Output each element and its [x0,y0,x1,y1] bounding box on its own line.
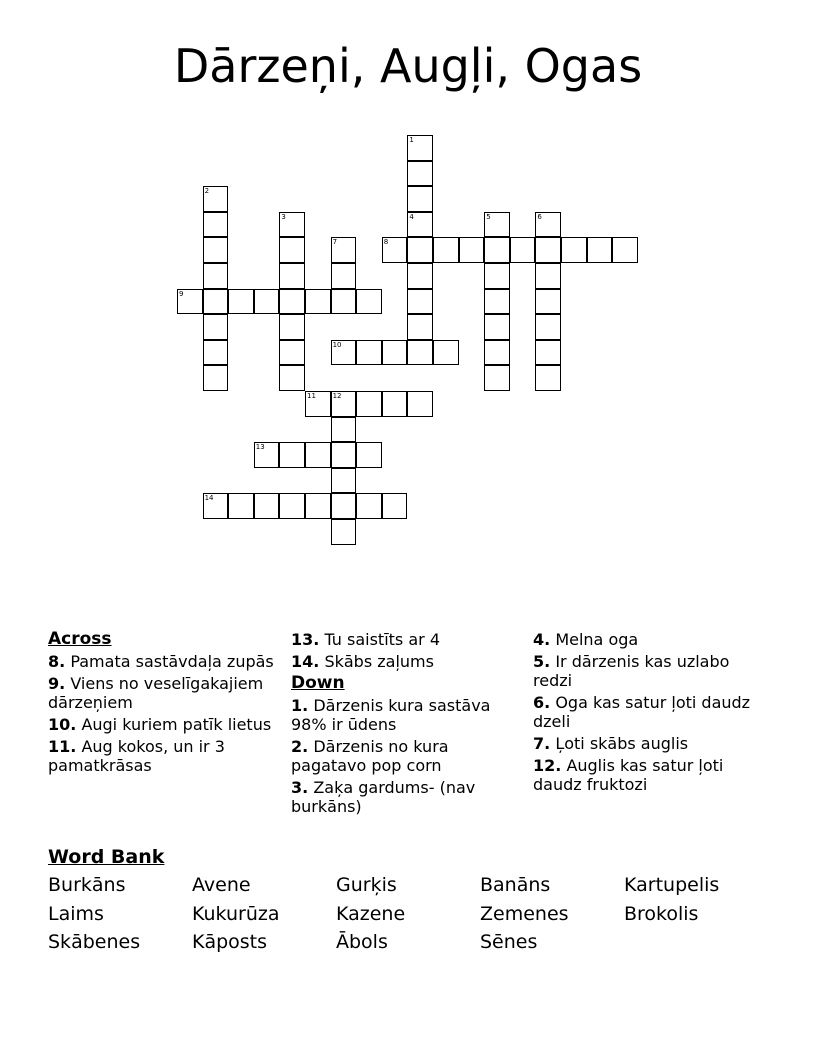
grid-cell[interactable] [535,365,561,391]
grid-cell[interactable] [203,212,229,238]
word-bank-word: Kukurūza [192,903,280,925]
clue-across-9: 9. Viens no veselīgakajiem dārzeņiem [48,674,264,712]
grid-cell[interactable] [279,442,305,468]
grid-cell[interactable] [203,493,229,519]
grid-cell[interactable] [331,468,357,494]
grid-cell-number: 11 [307,392,316,400]
word-bank-title: Word Bank [48,846,165,868]
grid-cell-number: 13 [255,443,265,452]
grid-cell-number: 10 [332,340,342,349]
word-bank-word: Banāns [480,874,551,896]
word-bank-word: Ābols [336,931,388,953]
grid-cell[interactable] [331,493,357,519]
grid-cell[interactable] [331,391,357,417]
grid-cell[interactable] [484,289,510,315]
grid-cell-number: 7 [332,238,338,247]
grid-cell[interactable] [305,391,331,417]
grid-cell[interactable] [407,212,433,238]
grid-cell[interactable] [203,340,229,366]
page-title: Dārzeņi, Augļi, Ogas [173,39,643,93]
grid-cell[interactable] [279,314,305,340]
word-bank-word: Kāposts [192,931,268,953]
clue-down-3: 3. Zaķa gardums- (nav burkāns) [291,778,476,816]
grid-cell[interactable] [484,212,510,238]
word-bank-word: Burkāns [48,874,126,896]
grid-cell[interactable] [382,391,408,417]
clue-down-5: 5. Ir dārzenis kas uzlabo redzi [533,652,730,690]
word-bank-word: Sēnes [480,931,538,953]
grid-cell[interactable] [356,391,382,417]
grid-cell[interactable] [535,263,561,289]
grid-cell[interactable] [203,237,229,263]
grid-cell[interactable] [228,289,254,315]
grid-cell[interactable] [459,237,485,263]
grid-cell-number: 2 [204,187,210,196]
clue-down-6: 6. Oga kas satur ļoti daudz dzeli [533,693,751,731]
word-bank-word: Laims [48,903,104,925]
grid-cell[interactable] [407,237,433,263]
grid-cell[interactable] [279,237,305,263]
clue-down-7: 7. Ļoti skābs auglis [533,734,689,753]
grid-cell[interactable] [433,237,459,263]
grid-cell[interactable] [279,340,305,366]
grid-cell[interactable] [279,493,305,519]
grid-cell[interactable] [484,340,510,366]
clue-across-11: 11. Aug kokos, un ir 3 pamatkrāsas [48,737,225,775]
grid-cell[interactable] [561,237,587,263]
grid-cell[interactable] [535,212,561,238]
grid-cell-number: 6 [537,212,542,221]
clue-across-14: 14. Skābs zaļums [291,652,434,671]
grid-cell[interactable] [407,135,433,161]
grid-cell[interactable] [254,289,280,315]
grid-cell[interactable] [203,263,229,289]
grid-cell[interactable] [587,237,613,263]
grid-cell[interactable] [305,493,331,519]
word-bank-word: Avene [192,874,251,896]
clues-column-1 [48,630,284,778]
grid-cell[interactable] [203,289,229,315]
grid-cell[interactable] [484,263,510,289]
grid-cell[interactable] [535,314,561,340]
down-heading: Down [291,673,345,693]
word-bank-word: Skābenes [48,931,141,953]
word-bank-word: Brokolis [624,903,699,925]
grid-cell[interactable] [612,237,638,263]
grid-cell[interactable] [228,493,254,519]
grid-cell[interactable] [177,289,203,315]
grid-cell[interactable] [433,340,459,366]
grid-cell[interactable] [279,289,305,315]
grid-cell[interactable] [331,340,357,366]
grid-cell[interactable] [407,263,433,289]
word-bank-word: Kazene [336,903,406,925]
grid-cell[interactable] [407,161,433,187]
grid-cell[interactable] [331,417,357,443]
grid-cell[interactable] [305,442,331,468]
grid-cell[interactable] [331,263,357,289]
grid-cell[interactable] [254,442,280,468]
grid-cell[interactable] [331,519,357,545]
clues-column-2 [291,630,527,819]
grid-cell[interactable] [535,340,561,366]
grid-cell-number: 14 [204,494,214,503]
grid-cell[interactable] [279,212,305,238]
grid-cell[interactable] [484,237,510,263]
word-bank-word: Kartupelis [624,874,720,896]
grid-cell-number: 1 [409,136,414,144]
clues-column-3 [533,630,769,797]
grid-cell[interactable] [203,314,229,340]
grid-cell-number: 9 [179,289,184,298]
clue-across-8: 8. Pamata sastāvdaļa zupās [48,652,274,671]
grid-cell[interactable] [203,186,229,212]
clue-across-10: 10. Augi kuriem patīk lietus [48,715,272,734]
grid-cell[interactable] [535,289,561,315]
grid-cell[interactable] [382,493,408,519]
grid-cell[interactable] [305,289,331,315]
grid-cell-number: 4 [409,212,414,221]
word-bank-word: Zemenes [480,903,569,925]
clue-down-1: 1. Dārzenis kura sastāva 98% ir ūdens [291,696,491,734]
grid-cell[interactable] [356,340,382,366]
clue-down-4: 4. Melna oga [533,630,639,649]
across-heading: Across [48,629,112,649]
grid-cell[interactable] [407,186,433,212]
clue-across-13: 13. Tu saistīts ar 4 [291,630,440,649]
grid-cell[interactable] [279,365,305,391]
grid-cell[interactable] [331,289,357,315]
grid-cell[interactable] [382,237,408,263]
grid-cell[interactable] [407,314,433,340]
grid-cell[interactable] [484,365,510,391]
grid-cell[interactable] [407,340,433,366]
grid-cell-number: 5 [486,212,491,221]
grid-cell[interactable] [356,442,382,468]
grid-cell-number: 12 [332,392,342,400]
grid-cell[interactable] [331,237,357,263]
word-bank-word: Gurķis [336,874,397,896]
grid-cell[interactable] [535,237,561,263]
grid-cell[interactable] [356,289,382,315]
grid-cell[interactable] [407,391,433,417]
grid-cell[interactable] [484,314,510,340]
clue-down-2: 2. Dārzenis no kura pagatavo pop corn [291,737,449,775]
grid-cell[interactable] [510,237,536,263]
grid-cell[interactable] [382,340,408,366]
grid-cell[interactable] [254,493,280,519]
grid-cell-number: 3 [281,212,286,221]
grid-cell[interactable] [407,289,433,315]
grid-cell[interactable] [331,442,357,468]
grid-cell[interactable] [203,365,229,391]
clue-down-12: 12. Auglis kas satur ļoti daudz fruktozi [533,756,724,794]
grid-cell[interactable] [356,493,382,519]
grid-cell-number: 8 [383,238,389,247]
grid-cell[interactable] [279,263,305,289]
